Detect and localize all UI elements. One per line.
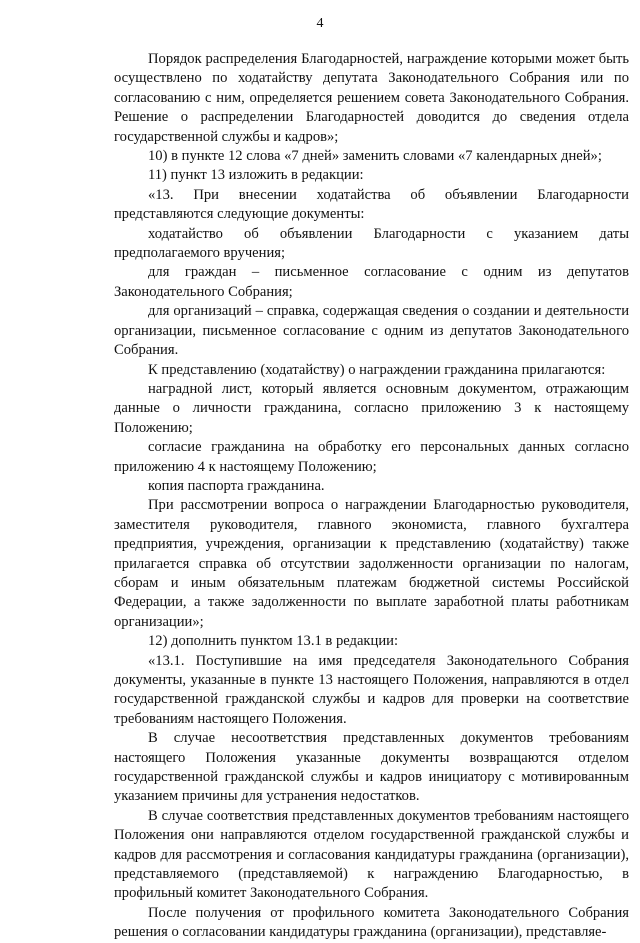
- paragraph: для организаций – справка, содержащая сведения о создании и деятельности организации, письменное согласование с одним из депутатов Законодательного Собрания.: [114, 303, 629, 359]
- page-number: 4: [316, 16, 324, 31]
- paragraph: Порядок распределения Благодарностей, награждение которыми может быть осуществлено по ходатайству депутата Законодательного Собрания или по согласованию с ним, определяется решением совета Законодательного Собрания. Решение о распределении Благодарностей доводится до сведения отдела государственной службы и кадров»;: [114, 51, 629, 145]
- paragraph: копия паспорта гражданина.: [148, 477, 325, 494]
- paragraph: «13. При внесении ходатайства об объявлении Благодарности представляются следующие документы:: [114, 186, 629, 223]
- paragraph: 11) пункт 13 изложить в редакции:: [148, 167, 364, 184]
- paragraph: согласие гражданина на обработку его персональных данных согласно приложению 4 к настоящему Положению;: [114, 439, 629, 475]
- paragraph: При рассмотрении вопроса о награждении Благодарностью руководителя, заместителя руководителя, главного экономиста, главного бухгалтера предприятия, учреждения, организации к представлению (ходатайству) также прилагается справка об отсутствии задолженности организации по налогам, сборам и иным обязательным платежам бюджетной системы Российской Федерации, а также задолженности по выплате заработной платы работникам организации»;: [114, 497, 629, 630]
- paragraph: 10) в пункте 12 слова «7 дней» заменить словами «7 календарных дней»;: [148, 148, 602, 165]
- paragraph: 12) дополнить пунктом 13.1 в редакции:: [148, 633, 399, 650]
- paragraph: К представлению (ходатайству) о награждении гражданина прилагаются:: [148, 361, 606, 378]
- document-body: [114, 50, 629, 943]
- paragraph: После получения от профильного комитета Законодательного Собрания решения о согласовании кандидатуры гражданина (организации), представляе-: [114, 904, 629, 941]
- paragraph: В случае соответствия представленных документов требованиям настоящего Положения они направляются отделом государственной гражданской службы и кадров для рассмотрения и согласования кандидатуры гражданина (организации), представляемого (представляемой) к награждению Благодарностью, в профильный комитет Законодательного Собрания.: [114, 807, 629, 902]
- paragraph: «13.1. Поступившие на имя председателя Законодательного Собрания документы, указанные в пункте 13 настоящего Положения, направляются в отдел государственной гражданской службы и кадров для проверки на соответствие требованиям настоящего Положения.: [114, 652, 629, 727]
- paragraph: наградной лист, который является основным документом, отражающим данные о личности гражданина, согласно приложению 3 к настоящему Положению;: [114, 380, 629, 436]
- paragraph: ходатайство об объявлении Благодарности с указанием даты предполагаемого вручения;: [114, 225, 629, 262]
- paragraph: для граждан – письменное согласование с одним из депутатов Законодательного Собрания;: [114, 264, 629, 300]
- paragraph: В случае несоответствия представленных документов требованиям настоящего Положения указанные документы возвращаются отделом государственной гражданской службы и кадров инициатору с мотивированным указанием причины для устранения недостатков.: [114, 730, 629, 805]
